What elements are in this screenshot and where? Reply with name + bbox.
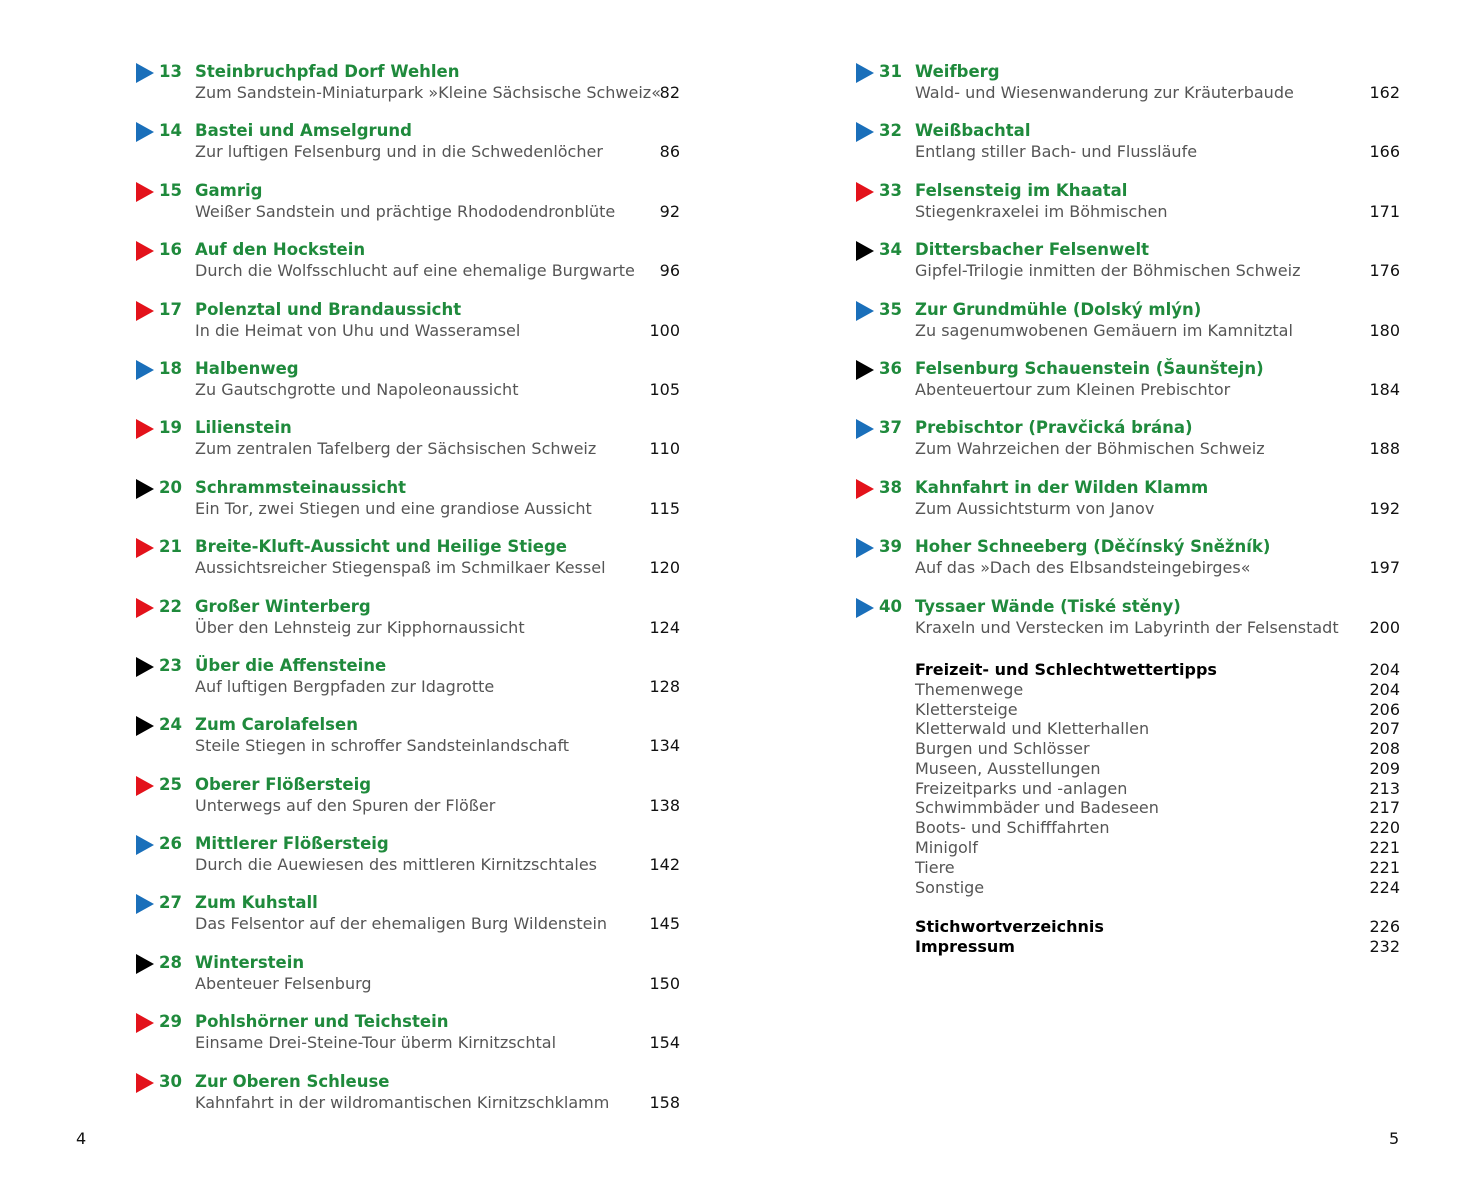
page-ref: 92 — [659, 201, 680, 221]
difficulty-flag-icon — [136, 419, 154, 439]
tour-number: 15 — [159, 180, 182, 200]
tour-title: Weißbachtal — [915, 121, 1031, 141]
tour-title: Tyssaer Wände (Tiské stěny) — [915, 596, 1181, 616]
page-ref: 128 — [649, 676, 680, 696]
tour-title: Über die Affensteine — [195, 655, 387, 675]
tour-number: 37 — [879, 418, 902, 438]
tour-subtitle: Weißer Sandstein und prächtige Rhododendronblüte — [195, 201, 616, 221]
toc-entry[interactable] — [134, 1010, 680, 1069]
difficulty-flag-icon — [136, 1073, 154, 1093]
tour-subtitle: Unterwegs auf den Spuren der Flößer — [195, 795, 496, 815]
page-ref: 150 — [649, 973, 680, 993]
toc-entry[interactable] — [134, 298, 680, 357]
tour-subtitle: Kraxeln und Verstecken im Labyrinth der Felsenstadt — [915, 617, 1339, 637]
tour-subtitle: Kahnfahrt in der wildromantischen Kirnitzschklamm — [195, 1092, 610, 1112]
page-ref: 166 — [1369, 142, 1400, 162]
appendix-label: Boots- und Schifffahrten — [915, 818, 1110, 838]
appendix-entry[interactable] — [854, 858, 1400, 878]
appendix-entry[interactable] — [854, 719, 1400, 739]
appendix-entry[interactable] — [854, 660, 1400, 680]
appendix-entry[interactable] — [854, 818, 1400, 838]
tour-title: Gamrig — [195, 180, 263, 200]
page-ref: 213 — [1369, 778, 1400, 798]
page-ref: 204 — [1369, 679, 1400, 699]
appendix-entry[interactable] — [854, 798, 1400, 818]
toc-entry[interactable] — [854, 119, 1400, 178]
page-ref: 120 — [649, 558, 680, 578]
page-ref: 209 — [1369, 758, 1400, 778]
page-ref: 158 — [649, 1092, 680, 1112]
tour-title: Hoher Schneeberg (Děčínský Sněžník) — [915, 537, 1271, 557]
difficulty-flag-icon — [136, 538, 154, 558]
toc-entry[interactable] — [854, 238, 1400, 297]
difficulty-flag-icon — [136, 241, 154, 261]
tour-subtitle: Zum zentralen Tafelberg der Sächsischen Schweiz — [195, 439, 597, 459]
tour-subtitle: Ein Tor, zwei Stiegen und eine grandiose Aussicht — [195, 498, 592, 518]
tour-number: 28 — [159, 952, 182, 972]
appendix-label: Freizeit- und Schlechtwettertipps — [915, 659, 1217, 679]
tour-number: 32 — [879, 121, 902, 141]
appendix-label: Kletterwald und Kletterhallen — [915, 719, 1150, 739]
difficulty-flag-icon — [136, 479, 154, 499]
tour-number: 36 — [879, 358, 902, 378]
tour-subtitle: Das Felsentor auf der ehemaligen Burg Wildenstein — [195, 914, 608, 934]
tour-subtitle: Einsame Drei-Steine-Tour überm Kirnitzschtal — [195, 1033, 557, 1053]
page-ref: 224 — [1369, 877, 1400, 897]
difficulty-flag-icon — [136, 598, 154, 618]
page-ref: 134 — [649, 736, 680, 756]
page-number-left: 4 — [76, 1129, 87, 1148]
page-ref: 100 — [649, 320, 680, 340]
difficulty-flag-icon — [856, 360, 874, 380]
tour-title: Zur Grundmühle (Dolský mlýn) — [915, 299, 1202, 319]
difficulty-flag-icon — [856, 479, 874, 499]
appendix-entry[interactable] — [854, 759, 1400, 779]
toc-entry[interactable] — [134, 60, 680, 119]
appendix-label: Tiere — [915, 857, 955, 877]
difficulty-flag-icon — [856, 63, 874, 83]
page-ref: 204 — [1369, 659, 1400, 679]
tour-subtitle: Steile Stiegen in schroffer Sandsteinlandschaft — [195, 736, 570, 756]
tour-number: 34 — [879, 240, 902, 260]
page-ref: 154 — [649, 1033, 680, 1053]
difficulty-flag-icon — [856, 538, 874, 558]
toc-entry[interactable] — [134, 416, 680, 475]
tour-subtitle: Über den Lehnsteig zur Kipphornaussicht — [195, 617, 525, 637]
tour-title: Großer Winterberg — [195, 596, 371, 616]
difficulty-flag-icon — [136, 122, 154, 142]
tour-title: Kahnfahrt in der Wilden Klamm — [915, 477, 1209, 497]
tour-title: Zur Oberen Schleuse — [195, 1071, 390, 1091]
toc-entry[interactable] — [854, 179, 1400, 238]
toc-entry[interactable] — [854, 535, 1400, 594]
tour-subtitle: Abenteuer Felsenburg — [195, 973, 372, 993]
difficulty-flag-icon — [856, 598, 874, 618]
difficulty-flag-icon — [856, 419, 874, 439]
tour-number: 24 — [159, 715, 182, 735]
tour-number: 23 — [159, 655, 182, 675]
toc-entry[interactable] — [134, 713, 680, 772]
toc-entry[interactable] — [854, 60, 1400, 119]
page-number-right: 5 — [1389, 1129, 1400, 1148]
tour-subtitle: Zu Gautschgrotte und Napoleonaussicht — [195, 379, 519, 399]
toc-entry[interactable] — [134, 595, 680, 654]
page-ref: 96 — [659, 261, 680, 281]
appendix-label: Stichwortverzeichnis — [915, 917, 1104, 937]
difficulty-flag-icon — [136, 776, 154, 796]
tour-title: Zum Carolafelsen — [195, 715, 358, 735]
difficulty-flag-icon — [856, 122, 874, 142]
page-ref: 226 — [1369, 917, 1400, 937]
tour-subtitle: Durch die Auewiesen des mittleren Kirnitzschtales — [195, 855, 598, 875]
difficulty-flag-icon — [856, 182, 874, 202]
toc-entry[interactable] — [854, 298, 1400, 357]
toc-left-column — [134, 60, 680, 1129]
tour-number: 17 — [159, 299, 182, 319]
tour-subtitle: Wald- und Wiesenwanderung zur Kräuterbaude — [915, 83, 1294, 102]
tour-title: Oberer Flößersteig — [195, 774, 372, 794]
page-ref: 176 — [1369, 261, 1400, 281]
tour-title: Prebischtor (Pravčická brána) — [915, 418, 1193, 438]
toc-entry[interactable] — [134, 1070, 680, 1129]
appendix-label: Impressum — [915, 937, 1015, 957]
tour-title: Felsensteig im Khaatal — [915, 180, 1128, 200]
tour-number: 30 — [159, 1071, 182, 1091]
page-ref: 145 — [649, 914, 680, 934]
tour-subtitle: Zur luftigen Felsenburg und in die Schwedenlöcher — [195, 142, 603, 162]
spacer — [854, 897, 1400, 917]
tour-title: Auf den Hockstein — [195, 240, 366, 260]
appendix-label: Freizeitparks und -anlagen — [915, 778, 1128, 798]
page-ref: 142 — [649, 855, 680, 875]
difficulty-flag-icon — [136, 182, 154, 202]
toc-entry[interactable] — [134, 357, 680, 416]
page-ref: 208 — [1369, 739, 1400, 759]
page-ref: 206 — [1369, 699, 1400, 719]
tour-number: 25 — [159, 774, 182, 794]
page-ref: 197 — [1369, 558, 1400, 578]
toc-entry[interactable] — [854, 476, 1400, 535]
tour-subtitle: Stiegenkraxelei im Böhmischen — [915, 201, 1168, 221]
appendix-entry[interactable] — [854, 739, 1400, 759]
page-ref: 188 — [1369, 439, 1400, 459]
tour-number: 29 — [159, 1012, 182, 1032]
appendix-label: Minigolf — [915, 838, 978, 858]
tour-subtitle: Durch die Wolfsschlucht auf eine ehemalige Burgwarte — [195, 261, 635, 281]
difficulty-flag-icon — [136, 1013, 154, 1033]
tour-number: 38 — [879, 477, 902, 497]
tour-subtitle: Zu sagenumwobenen Gemäuern im Kamnitztal — [915, 320, 1293, 340]
toc-right-column — [854, 60, 1400, 957]
page-ref: 192 — [1369, 498, 1400, 518]
tour-title: Felsenburg Schauenstein (Šaunštejn) — [915, 358, 1264, 378]
page-ref: 86 — [659, 142, 680, 162]
tour-number: 16 — [159, 240, 182, 260]
tour-title: Pohlshörner und Teichstein — [195, 1012, 449, 1032]
toc-entry[interactable] — [134, 119, 680, 178]
appendix-entry[interactable] — [854, 878, 1400, 898]
tour-title: Breite-Kluft-Aussicht und Heilige Stiege — [195, 537, 567, 557]
tour-subtitle: Auf luftigen Bergpfaden zur Idagrotte — [195, 676, 495, 696]
tour-number: 20 — [159, 477, 182, 497]
tour-subtitle: Zum Aussichtsturm von Janov — [915, 498, 1155, 518]
toc-entry[interactable] — [134, 951, 680, 1010]
toc-entry[interactable] — [134, 476, 680, 535]
tour-subtitle: Auf das »Dach des Elbsandsteingebirges« — [915, 558, 1251, 578]
page-ref: 138 — [649, 795, 680, 815]
toc-entry[interactable] — [134, 832, 680, 891]
appendix-label: Klettersteige — [915, 699, 1018, 719]
tour-subtitle: Zum Wahrzeichen der Böhmischen Schweiz — [915, 439, 1265, 459]
appendix-label: Themenwege — [915, 679, 1024, 699]
page-ref: 180 — [1369, 320, 1400, 340]
difficulty-flag-icon — [136, 835, 154, 855]
tour-title: Weifberg — [915, 62, 1000, 81]
tour-number: 26 — [159, 834, 182, 854]
page-ref: 124 — [649, 617, 680, 637]
toc-entry[interactable] — [854, 595, 1400, 654]
toc-entry[interactable] — [134, 654, 680, 713]
page-ref: 115 — [649, 498, 680, 518]
tour-title: Schrammsteinaussicht — [195, 477, 406, 497]
page-ref: 221 — [1369, 838, 1400, 858]
tour-number: 21 — [159, 537, 182, 557]
tour-subtitle: Gipfel-Trilogie inmitten der Böhmischen Schweiz — [915, 261, 1301, 281]
page-ref: 105 — [649, 379, 680, 399]
difficulty-flag-icon — [136, 716, 154, 736]
difficulty-flag-icon — [856, 301, 874, 321]
tour-title: Steinbruchpfad Dorf Wehlen — [195, 62, 460, 81]
appendix-entry[interactable] — [854, 917, 1400, 937]
appendix-label: Sonstige — [915, 877, 985, 897]
tour-subtitle: Aussichtsreicher Stiegenspaß im Schmilkaer Kessel — [195, 558, 606, 578]
tour-number: 14 — [159, 121, 182, 141]
page-ref: 220 — [1369, 818, 1400, 838]
tour-number: 18 — [159, 358, 182, 378]
appendix-list — [854, 660, 1400, 957]
tour-number: 22 — [159, 596, 182, 616]
page-ref: 184 — [1369, 379, 1400, 399]
toc-entry[interactable] — [134, 891, 680, 950]
appendix-entry[interactable] — [854, 680, 1400, 700]
difficulty-flag-icon — [136, 657, 154, 677]
tour-title: Lilienstein — [195, 418, 292, 438]
appendix-label: Museen, Ausstellungen — [915, 758, 1101, 778]
tour-title: Mittlerer Flößersteig — [195, 834, 389, 854]
toc-entry[interactable] — [134, 535, 680, 594]
toc-entry[interactable] — [854, 416, 1400, 475]
toc-entry[interactable] — [854, 357, 1400, 416]
tour-subtitle: Entlang stiller Bach- und Flussläufe — [915, 142, 1198, 162]
page-ref: 200 — [1369, 617, 1400, 637]
page-ref: 221 — [1369, 857, 1400, 877]
tour-title: Dittersbacher Felsenwelt — [915, 240, 1150, 260]
page-ref: 110 — [649, 439, 680, 459]
difficulty-flag-icon — [136, 894, 154, 914]
toc-entry[interactable] — [134, 773, 680, 832]
tour-number: 40 — [879, 596, 902, 616]
tour-number: 35 — [879, 299, 902, 319]
toc-entry[interactable] — [134, 179, 680, 238]
difficulty-flag-icon — [136, 63, 154, 83]
tour-title: Polenztal und Brandaussicht — [195, 299, 462, 319]
tour-subtitle: In die Heimat von Uhu und Wasseramsel — [195, 320, 521, 340]
difficulty-flag-icon — [136, 360, 154, 380]
tour-number: 39 — [879, 537, 902, 557]
tour-number: 33 — [879, 180, 902, 200]
appendix-entry[interactable] — [854, 700, 1400, 720]
tour-number: 13 — [159, 62, 182, 81]
page-ref: 171 — [1369, 201, 1400, 221]
tour-number: 31 — [879, 62, 902, 81]
appendix-label: Burgen und Schlösser — [915, 739, 1090, 759]
difficulty-flag-icon — [856, 241, 874, 261]
page-ref: 162 — [1369, 83, 1400, 102]
tour-title: Winterstein — [195, 952, 305, 972]
tour-subtitle: Abenteuertour zum Kleinen Prebischtor — [915, 379, 1231, 399]
difficulty-flag-icon — [136, 301, 154, 321]
page-ref: 82 — [659, 83, 680, 102]
appendix-entry[interactable] — [854, 937, 1400, 957]
tour-number: 27 — [159, 893, 182, 913]
page-ref: 232 — [1369, 937, 1400, 957]
tour-title: Zum Kuhstall — [195, 893, 318, 913]
appendix-entry[interactable] — [854, 838, 1400, 858]
appendix-label: Schwimmbäder und Badeseen — [915, 798, 1159, 818]
difficulty-flag-icon — [136, 954, 154, 974]
tour-title: Halbenweg — [195, 358, 299, 378]
page-ref: 217 — [1369, 798, 1400, 818]
tour-title: Bastei und Amselgrund — [195, 121, 412, 141]
tour-number: 19 — [159, 418, 182, 438]
page-ref: 207 — [1369, 719, 1400, 739]
toc-entry[interactable] — [134, 238, 680, 297]
tour-subtitle: Zum Sandstein-Miniaturpark »Kleine Sächsische Schweiz« — [195, 83, 661, 102]
appendix-entry[interactable] — [854, 779, 1400, 799]
